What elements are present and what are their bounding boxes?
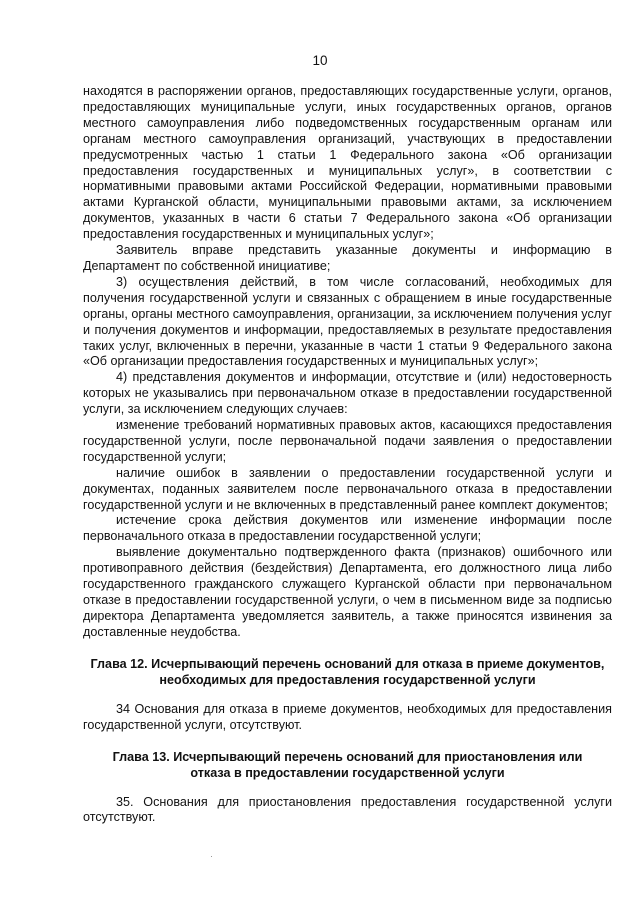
paragraph-case-wrongful-action: выявление документально подтвержденного факта (признаков) ошибочного или противоправного действия (бездействия) Департамента, его должностного лица либо государственного гражданского служащего Курганской области при первоначальном отказе в предоставлении государственной услуги, о чем в письменном виде за подписью директора Департамента уведомляется заявитель, а также приносятся извинения за доставленные неудобства. xyxy=(83,545,612,639)
chapter-12-heading-line-2: необходимых для предоставления государственной услуги xyxy=(159,672,536,687)
paragraph-case-requirements-change: изменение требований нормативных правовых актов, касающихся предоставления государственной услуги, после первоначальной подачи заявления о предоставлении государственной услуги; xyxy=(83,418,612,464)
page-number: 10 xyxy=(312,53,328,68)
paragraph-item-4: 4) представления документов и информации, отсутствие и (или) недостоверность которых не указывались при первоначальном отказе в предоставлении государственной услуги, за исключением следующих случаев: xyxy=(83,370,612,417)
scan-dot-mark xyxy=(211,856,212,857)
paragraph-item-3: 3) осуществления действий, в том числе согласований, необходимых для получения государственной услуги и связанных с обращением в иные государственные органы, органы местного самоуправления, организации, за исключением получения услуг и получения документов и информации, предоставляемых в результате предоставления таких услуг, включенных в перечни, указанные в части 1 статьи 9 Федерального закона «Об организации предоставления государственных и муниципальных услуг»; xyxy=(83,274,612,369)
paragraph-case-errors: наличие ошибок в заявлении о предоставлении государственной услуги и документах, поданных заявителем после первоначального отказа в предоставлении государственной услуги и не включенных в представленный ранее комплект документов; xyxy=(83,465,612,512)
paragraph-continuation: находятся в распоряжении органов, предоставляющих государственные услуги, органов, предоставляющих муниципальные услуги, иных государственных органов, органов местного самоуправления либо подведомственных государственным органам или органам местного самоуправления организаций, участвующих в предоставлении предусмотренных частью 1 статьи 1 Федерального закона «Об организации предоставления государственных и муниципальных услуг», в соответствии с нормативными правовыми актами Российской Федерации, нормативными правовыми актами Курганской области, муниципальными правовыми актами, за исключением документов, указанных в части 6 статьи 7 Федерального закона «Об организации предоставления государственных и муниципальных услуг»; xyxy=(83,84,612,242)
paragraph-34: 34 Основания для отказа в приеме документов, необходимых для предоставления государственной услуги, отсутствуют. xyxy=(83,701,612,732)
chapter-13-heading-line-2: отказа в предоставлении государственной услуги xyxy=(190,765,505,780)
chapter-12-heading xyxy=(83,656,612,688)
paragraph-case-expiry: истечение срока действия документов или изменение информации после первоначального отказа в предоставлении государственной услуги; xyxy=(83,513,612,544)
paragraph-35: 35. Основания для приостановления предоставления государственной услуги отсутствуют. xyxy=(83,794,612,825)
chapter-13-heading xyxy=(83,749,612,781)
document-body xyxy=(83,84,612,826)
paragraph-applicant-right: Заявитель вправе представить указанные документы и информацию в Департамент по собственной инициативе; xyxy=(83,243,612,273)
chapter-13-heading-line-1: Глава 13. Исчерпывающий перечень оснований для приостановления или xyxy=(112,749,583,764)
chapter-12-heading-line-1: Глава 12. Исчерпывающий перечень оснований для отказа в приеме документов, xyxy=(90,656,605,671)
